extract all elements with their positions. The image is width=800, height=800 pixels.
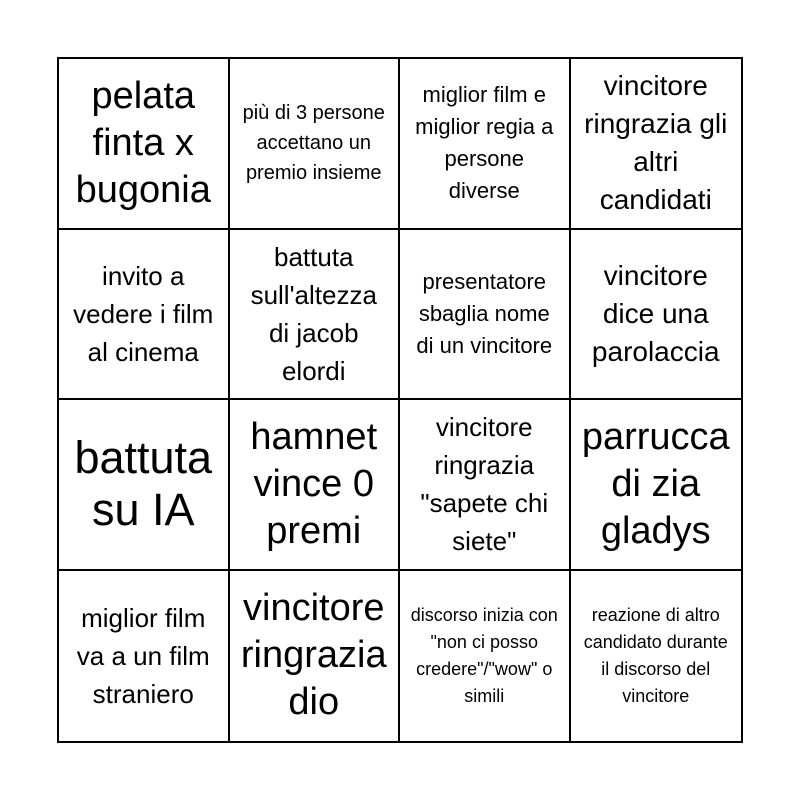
cell-text: pelata finta x bugonia [75,74,211,211]
bingo-cell[interactable] [230,230,401,401]
cell-text: reazione di altro candidato durante il discorso del vincitore [583,604,728,706]
cell-text: battuta sull'altezza di jacob elordi [250,241,377,386]
cell-text: miglior film va a un film straniero [76,602,210,709]
bingo-cell[interactable] [571,571,742,742]
bingo-cell[interactable] [230,59,401,230]
bingo-cell[interactable] [571,59,742,230]
bingo-cell[interactable] [400,230,571,401]
bingo-cell[interactable] [59,59,230,230]
bingo-board [57,57,743,743]
cell-text: vincitore ringrazia "sapete chi siete" [420,412,549,557]
bingo-cell[interactable] [400,571,571,742]
bingo-cell[interactable] [571,230,742,401]
cell-text: hamnet vince 0 premi [250,415,378,552]
bingo-cell[interactable] [400,400,571,571]
cell-text: miglior film e miglior regia a persone diverse [415,82,554,204]
bingo-cell[interactable] [571,400,742,571]
bingo-cell[interactable] [230,571,401,742]
bingo-cell[interactable] [59,571,230,742]
cell-text: più di 3 persone accettano un premio insieme [242,102,385,185]
cell-text: vincitore ringrazia dio [240,587,387,724]
bingo-cell[interactable] [59,230,230,401]
bingo-cell[interactable] [230,400,401,571]
bingo-cell[interactable] [400,59,571,230]
cell-text: discorso inizia con "non ci posso credere"/"wow" o simili [410,604,558,706]
cell-text: vincitore dice una parolaccia [591,259,720,367]
cell-text: vincitore ringrazia gli altri candidati [584,70,728,216]
cell-text: invito a vedere i film al cinema [73,260,214,367]
cell-text: parrucca di zia gladys [581,415,730,552]
cell-text: presentatore sbaglia nome di un vincitore [416,268,553,358]
cell-text: battuta su IA [74,432,213,536]
bingo-cell[interactable] [59,400,230,571]
